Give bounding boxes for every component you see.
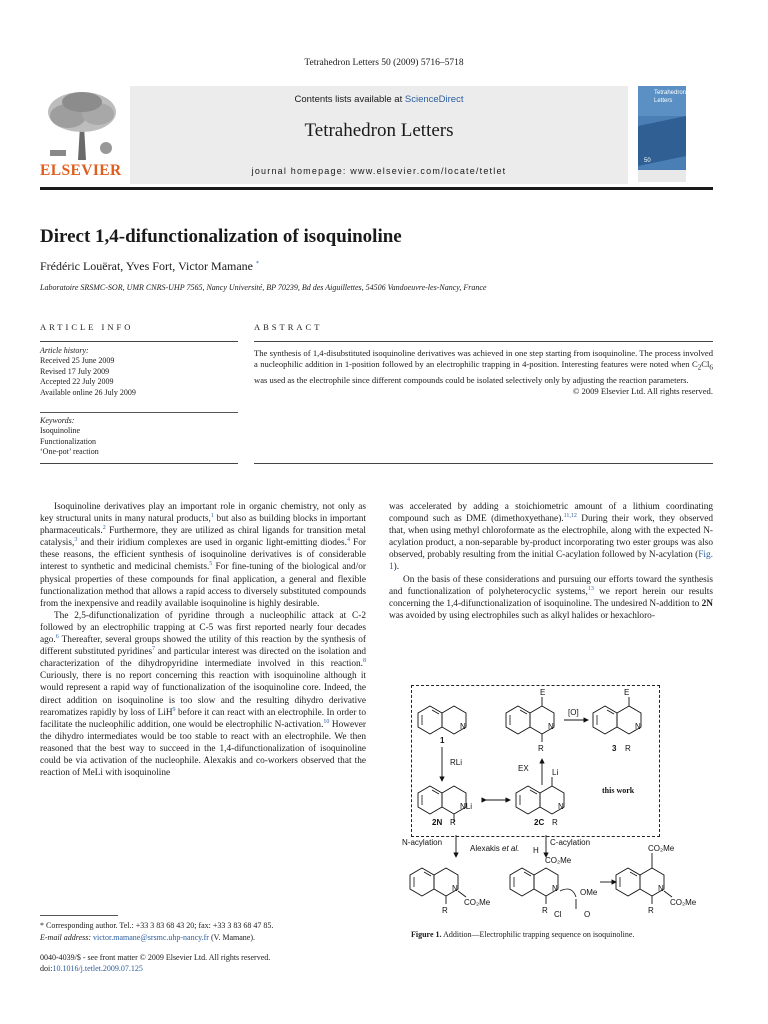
dihydro-structure [506,706,554,734]
atom-label: N [452,884,458,893]
atom-label: N [658,884,664,893]
atom-label: Cl [554,910,562,919]
substituent-label: CO₂Me [464,898,491,907]
atom-label: R [442,906,448,915]
atom-label: R [538,744,544,753]
compound-label: 2N [701,598,713,609]
text-run: ). [393,562,400,573]
cover-title-line-2: Letters [654,98,673,104]
history-received: Received 25 June 2009 [40,356,115,366]
paragraph [389,574,713,622]
c-acyl-intermediate-structure [510,868,558,896]
substituent-label: CO₂Me [670,898,697,907]
keywords-rule [40,412,238,413]
corresponding-author-note [40,920,273,944]
atom-label: H [533,846,539,855]
article-info-bottom-rule [40,463,238,464]
caption-text: Addition—Electrophilic trapping sequence on isoquinoline. [441,930,635,939]
reagent-label: [O] [568,708,579,717]
bond [458,891,466,897]
compound-number: 1 [440,736,445,745]
authors [40,259,259,274]
abstract-text [254,348,713,397]
reaction-scheme [400,685,713,925]
isoquinoline-structure [418,706,466,734]
atom-label: N [635,722,641,731]
doi-link[interactable]: 10.1016/j.tetlet.2009.07.125 [52,964,143,973]
citation-link[interactable]: 1 [210,513,214,519]
figure-link[interactable]: Fig. 1 [389,550,713,573]
abstract-part: was used as the electrophile since different compounds could be isolated selectively only by adjusting the reaction parameters. [254,374,689,385]
journal-homepage[interactable]: journal homepage: www.elsevier.com/locate/tetlet [251,166,507,176]
compound-number: 2N [432,818,443,827]
citation-link[interactable]: 2 [102,525,106,532]
history-revised: Revised 17 July 2009 [40,366,110,376]
bis-ester-product-structure [616,868,664,896]
bond [664,891,672,897]
cover-volume: 50 [644,158,651,164]
citation-link[interactable]: 7 [152,646,156,653]
citation-link[interactable]: 13 [587,585,594,592]
citation-link[interactable]: 5 [209,561,213,568]
atom-label: R [450,818,456,827]
paragraph [389,501,713,574]
atom-label: N [460,722,466,731]
intermediate-2C-structure [516,786,564,814]
figure-caption [411,930,713,939]
intermediate-2N-structure [418,786,466,814]
header-rule [40,187,713,190]
keyword-item: Isoquinoline [40,426,80,436]
sciencedirect-link[interactable]: ScienceDirect [404,94,464,105]
email-label: E-mail address: [40,933,94,942]
atom-label: Li [552,768,559,777]
publisher-logo-text: ELSEVIER [40,162,122,179]
atom-label: E [540,688,546,697]
text-run: For fine-tuning of the biological and/or physical properties of these compounds for final application, a general and flexible functionalization method that allows a rapid access to diversely substituted compounds from the inexpensive and readily available isoquinoline is highly desirable. [40,562,366,609]
compound-number: 2C [534,818,545,827]
tree-icon [40,86,124,162]
citation-link[interactable]: 8 [363,658,366,665]
abstract-part: The synthesis of 1,4-disubstituted isoquinoline derivatives was achieved in one step starting from isoquinoline. The process involved a nucleophilic addition in 1-position followed by an electrophilic trapping in 4-position. Interesting features were noted when C [254,348,713,370]
citation-link[interactable]: 6 [55,633,59,640]
cover-title-line-1: Tetrahedron [654,90,687,96]
footnote-rule [40,915,118,916]
atom-label: N [548,722,554,731]
substituent-label: CO₂Me [648,844,675,853]
keyword-item: ‘One-pot’ reaction [40,447,99,457]
text-run: However the dihydro intermediates would be too stable to react with an electrophile. We then reasoned that the best way to succeed in the 1,4-difunctionalization of isoquinoline could be via activation of the nucleophile. Alexakis and co-workers observed that the reaction of MeLi with isoquinoline [40,719,366,779]
article-history [40,346,136,398]
keywords-label: Keywords: [40,416,75,425]
contents-line [130,94,628,105]
n-acyl-product-structure [410,868,458,896]
citation-link[interactable]: 10 [323,718,330,725]
text-run: Curiously, there is no report concerning this reaction with isoquinoline although it would represent a rapid way of functionalization of the isoquinoline core. Indeed, the direct addition on isoquinoline is too slow and the resulting dihydro derivative rearomatizes rapidly by loss of LiH [40,671,366,718]
abstract-part: Cl [701,359,710,370]
email-suffix: (V. Mamane). [208,933,256,942]
product-3-structure [593,706,641,734]
journal-title: Tetrahedron Letters [304,120,454,141]
contents-prefix: Contents lists available at [294,94,405,105]
article-info-rule [40,341,238,342]
text-run: and their iridium complexes are used in organic light-emitting diodes. [77,538,347,549]
keyword-item: Functionalization [40,436,96,446]
journal-cover [638,86,686,182]
email-line [40,932,273,944]
compound-number: 3 [612,744,617,753]
text-run: Furthermore, they are utilized as chiral ligands for transition metal catalysis, [40,526,366,549]
history-online: Available online 26 July 2009 [40,387,136,397]
citation-link[interactable]: 3 [74,537,78,544]
text-run: For these reasons, the efficient synthesis of isoquinoline derivatives is of considerable interest to synthetic and medicinal chemists. [40,538,366,573]
reagent-label: EX [518,764,529,773]
citation-link[interactable]: 11,12 [563,513,577,519]
et-al: et al. [502,844,520,853]
text-run: and particular interest was directed on the isolation and characterization of the dihydropyridine intermediate involved in this reaction. [40,647,366,670]
paragraph [40,610,366,779]
text-run: The 2,5-difunctionalization of pyridine through a nucleophilic attack at C-2 followed by an electrophilic trapping at C-5 was first reported nearly four decades ago. [40,610,366,646]
substituent-label: OMe [580,888,598,897]
text-run: Isoquinoline derivatives play an important role in organic chemistry, not only as key structural units in many natural products, [40,502,366,525]
abstract-copyright: © 2009 Elsevier Ltd. All rights reserved. [572,385,713,396]
this-work-label: this work [602,786,635,795]
atom-label: R [648,906,654,915]
author-list: Frédéric Louërat, Yves Fort, Victor Mamane [40,259,254,273]
article-title: Direct 1,4-difunctionalization of isoquinoline [40,226,402,247]
corresponding-line: * Corresponding author. Tel.: +33 3 83 68 43 20; fax: +33 3 83 68 47 85. [40,921,274,930]
doi-line [40,963,270,974]
front-matter [40,952,270,974]
abstract-subscript: 6 [709,364,713,373]
history-label: Article history: [40,346,89,355]
alexakis-label [470,844,519,853]
history-accepted: Accepted 22 July 2009 [40,377,114,387]
author-name: Alexakis [470,844,503,853]
abstract-bottom-rule [254,463,713,464]
paragraph [40,501,366,610]
atom-label: O [584,910,591,919]
curved-arrow [560,889,576,897]
abstract-heading: ABSTRACT [254,322,323,332]
abstract-subscript: 2 [697,364,702,373]
abstract-rule [254,341,713,342]
atom-label: E [624,688,630,697]
caption-label: Figure 1. [411,930,442,939]
text-run: Thereafter, several groups showed the utility of this reaction by the synthesis of different substituted pyridines [40,635,366,658]
cover-title [654,89,686,105]
keywords [40,416,99,458]
doi-label: doi: [40,964,53,973]
citation-link[interactable]: 9 [172,706,176,713]
text-run: On the basis of these considerations and pursuing our efforts toward the synthesis and functionalization of polyheterocyclic systems, [389,574,713,597]
atom-label: N [558,802,564,811]
reagent-label: C-acylation [550,838,591,847]
text-run: During their work, they observed that, when using methyl chloroformate as the electrophile, along with the expected N-acylation product, a non-separable by-product incorporating two ester groups was also observed, probably resulting from the initial C-acylation followed by N-acylation ( [389,514,713,561]
article-info-heading: ARTICLE INFO [40,322,134,332]
body-column-left [40,501,366,779]
atom-label: NLi [460,802,473,811]
issn-line: 0040-4039/$ - see front matter © 2009 Elsevier Ltd. All rights reserved. [40,953,271,962]
email-link[interactable]: victor.mamane@srsmc.uhp-nancy.fr [93,933,209,942]
corresponding-author-mark[interactable]: * [256,261,260,267]
substituent-label: CO₂Me [545,856,572,865]
affiliation: Laboratoire SRSMC-SOR, UMR CNRS-UHP 7565, Nancy Université, BP 70239, Bd des Aiguillettes, 54506 Vandoeuvre-les-Nancy, France [40,283,487,292]
reagent-label: RLi [450,758,463,767]
atom-label: R [552,818,558,827]
atom-label: R [625,744,631,753]
body-column-right [389,501,713,622]
reagent-label: N-acylation [402,838,443,847]
text-run: we report herein our results concerning the 1,4-difunctionalization of isoquinoline. The undesired N-addition to [389,586,713,609]
text-run: was avoided by using electrophiles such as alkyl halides or hexachloro- [389,610,655,621]
citation-link[interactable]: 4 [346,537,350,544]
text-run: but also as building blocks in important pharmaceuticals. [40,514,366,537]
atom-label: N [552,884,558,893]
journal-reference: Tetrahedron Letters 50 (2009) 5716–5718 [304,58,464,68]
text-run: before it can react with an electrophile. In order to facilitate the nucleophilic addition, one would be electrophilic N-activation. [40,707,366,730]
text-run: was accelerated by adding a stoichiometric amount of a lithium coordinating compound such as DME (dimethoxyethane). [389,502,713,525]
atom-label: R [542,906,548,915]
